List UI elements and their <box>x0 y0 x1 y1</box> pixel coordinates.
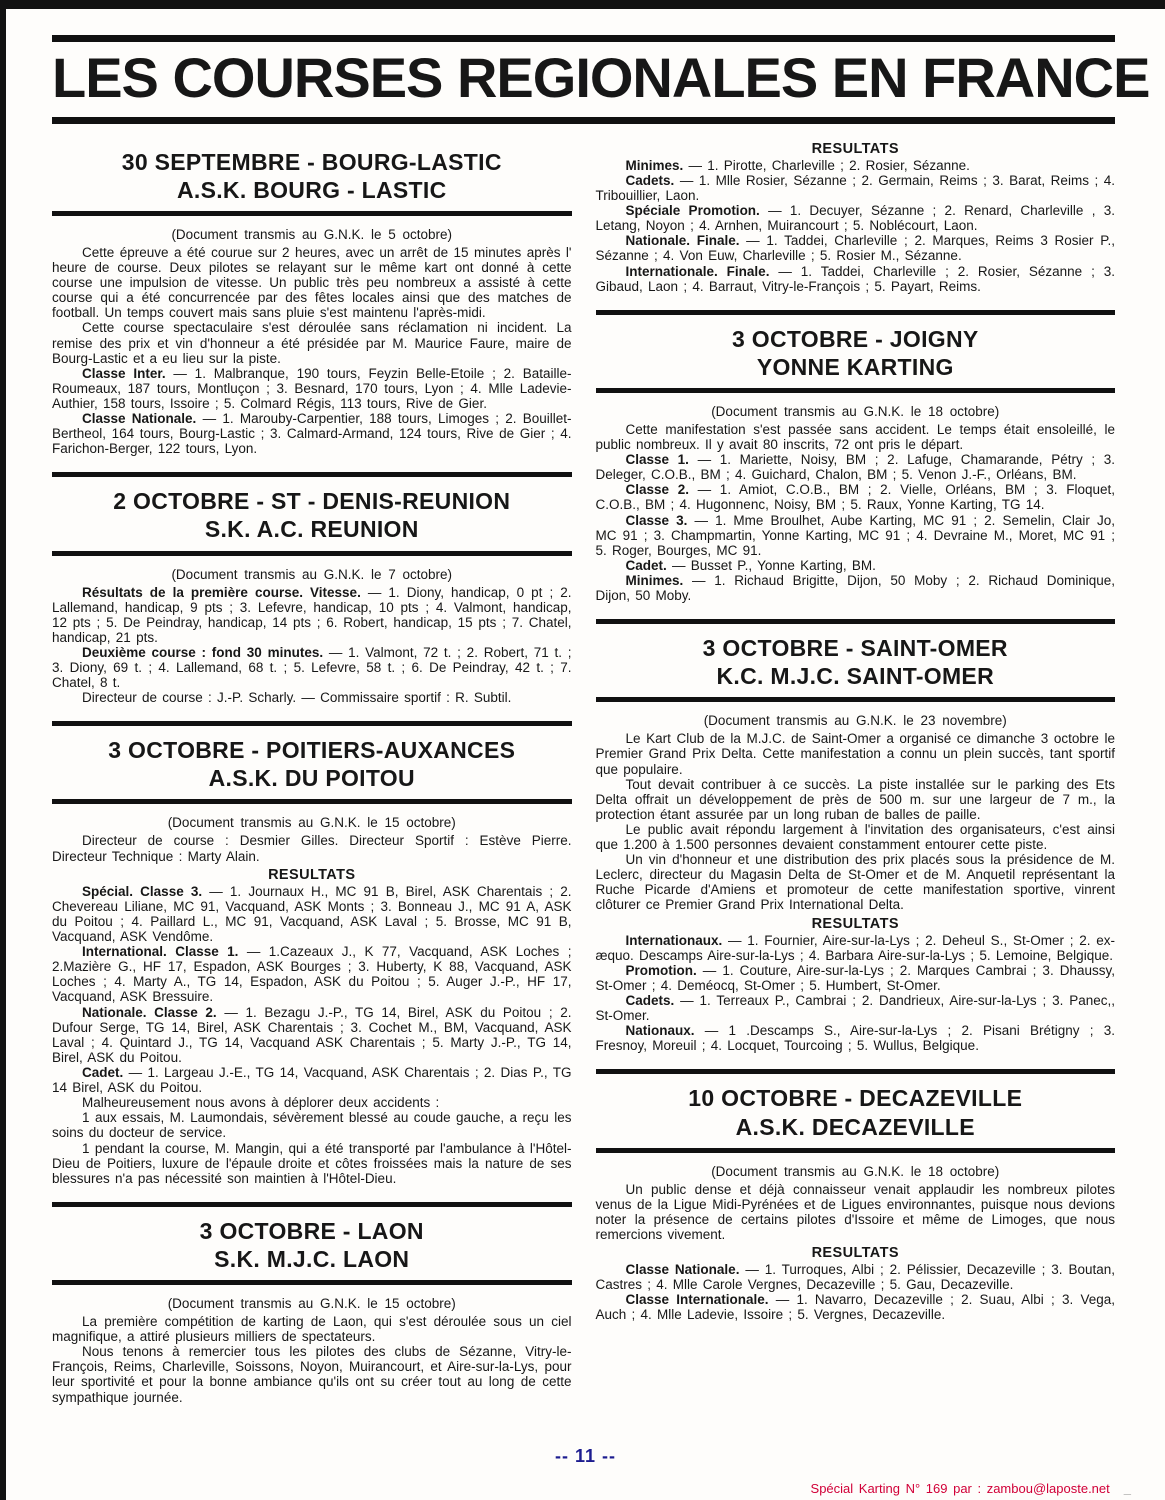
result-entries-text: — 1. Navarro, Decazeville ; 2. Suau, Albi ; 3. Vega, Auch ; 4. Mlle Ladevie, Issoire ; 5. Vergnes, Decazeville. <box>595 1292 1115 1323</box>
result-class-label: Internationaux. <box>625 932 723 948</box>
results-paragraph <box>52 411 572 456</box>
page-banner <box>52 35 1150 124</box>
results-paragraph <box>52 366 572 411</box>
result-entries-text: — Busset P., Yonne Karting, BM. <box>672 557 876 573</box>
result-class-label: Résultats de la première course. Vitesse. <box>82 584 361 600</box>
body-paragraph: 1 pendant la course, M. Mangin, qui a été transporté par l'ambulance à l'Hôtel-Dieu de Poitiers, luxure de l'épaule droite et côtes froissées mais la nature de ses blessures n'a pas nécessité son maintien à l'Hôtel-Dieu. <box>52 1140 572 1186</box>
column-right <box>596 138 1116 1323</box>
race-report-section <box>596 310 1116 603</box>
section-title-underline-rule <box>596 1148 1116 1153</box>
banner-rule-top <box>52 35 1115 42</box>
result-class-label: Minimes. <box>625 157 684 173</box>
race-report-section <box>52 148 572 457</box>
result-class-label: Cadets. <box>625 172 675 188</box>
results-paragraph <box>596 233 1116 263</box>
document-transmission-note: (Document transmis au G.N.K. le 7 octobre) <box>171 566 453 582</box>
result-entries-text: — 1. Mme Broulhet, Aube Karting, MC 91 ; 2. Semelin, Clair Jo, MC 91 ; 3. Champmartin, Yonne Karting, MC 91 ; 4. Devraine M., Moret, MC 91 ; 5. Roger, Bourges, MC 91. <box>595 512 1115 558</box>
results-paragraph <box>596 513 1116 558</box>
section-title-line1: 3 OCTOBRE - LAON <box>199 1217 424 1244</box>
footer-credit-text: Spécial Karting N° 169 par : zambou@laposte.net <box>810 1481 1110 1496</box>
results-heading: RESULTATS <box>268 866 356 883</box>
results-paragraph <box>596 203 1116 233</box>
body-paragraph: Nous tenons à remercier tous les pilotes des clubs de Sézanne, Vitry-le-François, Reims, Charleville, Soissons, Noyon, Muirancourt, et Aire-sur-la-Lys, pour leur sportivité et pour la bonne ambiance qu'ils ont su créer tout au long de cette sympathique journée. <box>52 1344 572 1405</box>
results-paragraph <box>596 1023 1116 1053</box>
result-class-label: Internationale. Finale. <box>625 263 770 279</box>
results-paragraph <box>596 573 1116 603</box>
body-paragraph: Le public avait répondu largement à l'invitation des organisateurs, c'est ainsi que 1.200 à 1.500 personnes devaient constamment entourer cette piste. <box>595 821 1115 853</box>
body-paragraph: Cette manifestation s'est passée sans accident. Le temps était ensoleillé, le public nombreux. Il y avait 80 inscrits, 72 ont pris le départ. <box>595 421 1115 452</box>
result-entries-text: — 1.Cazeaux J., K 77, Vacquand, ASK Loches ; 2.Mazière G., HF 17, Espadon, ASK Bourges ; 3. Huberty, K 88, Vacquand, ASK Loches ; 4. Marty A., TG 14, Espadon, ASK du Poitou ; 5. Auger J.-P., HF 17, Vacquand, ASK Bressuire. <box>52 944 572 1005</box>
result-entries-text: — 1. Turroques, Albi ; 2. Pélissier, Decazeville ; 3. Boutan, Castres ; 4. Mlle Carole Vergnes, Decazeville ; 5. Gau, Decazeville. <box>595 1262 1115 1293</box>
result-class-label: Promotion. <box>625 962 697 978</box>
result-entries-text: — 1. Largeau J.-E., TG 14, Vacquand, ASK Charentais ; 2. Dias P., TG 14 Birel, ASK du Poitou. <box>52 1065 572 1096</box>
race-report-section <box>596 141 1116 294</box>
results-heading: RESULTATS <box>811 140 899 157</box>
section-title-line2: S.K. A.C. REUNION <box>204 516 419 543</box>
result-class-label: Classe 2. <box>625 482 689 498</box>
document-transmission-note: (Document transmis au G.N.K. le 15 octobre) <box>167 1295 456 1311</box>
body-paragraph: Un vin d'honneur et une distribution des prix placés sous la présidence de M. Leclerc, directeur du Magasin Delta de St-Omer et de M. Anquetil représentant la Ruche Picarde d'Amiens et promoteur de cette manifestation sportive, vinrent clôturer ce Premier Grand Prix International Delta. <box>595 852 1115 913</box>
result-entries-text: — 1. Taddei, Charleville ; 2. Rosier, Sézanne ; 3. Gibaud, Laon ; 4. Barraut, Vitry-le-François ; 5. Payart, Reims. <box>595 263 1115 294</box>
result-class-label: Spéciale Promotion. <box>625 203 760 219</box>
results-paragraph <box>596 452 1116 482</box>
race-report-section <box>52 1202 572 1405</box>
document-transmission-note: (Document transmis au G.N.K. le 18 octobre) <box>711 1163 1000 1179</box>
result-entries-text: — 1. Bezagu J.-P., TG 14, Birel, ASK du Poitou ; 2. Dufour Serge, TG 14, Birel, ASK Charentais ; 3. Cochet M., BM, Vacquand, ASK Laval ; 4. Quintard J., TG 14, Vacquand ASK Charentais ; 5. Marty J.-P., TG 14, Birel, ASK du Poitou. <box>52 1004 572 1065</box>
result-class-label: Nationaux. <box>625 1023 695 1039</box>
result-class-label: International. Classe 1. <box>82 944 239 960</box>
result-entries-text: — 1. Pirotte, Charleville ; 2. Rosier, Sézanne. <box>688 157 970 173</box>
result-entries-text: — 1. Malbranque, 190 tours, Feyzin Belle-Etoile ; 2. Bataille-Roumeaux, 187 tours, Montluçon ; 3. Besnard, 170 tours, Lyon ; 4. Mlle Ladevie-Authier, 158 tours, Issoire ; 5. Colmard Régis, 113 tours, Rive de Gier. <box>52 365 572 411</box>
result-class-label: Classe Inter. <box>82 365 166 381</box>
race-report-section <box>52 721 572 1186</box>
race-report-section <box>596 1069 1116 1322</box>
body-paragraph: La première compétition de karting de Laon, qui s'est déroulée sous un ciel magnifique, a attiré plusieurs milliers de spectateurs. <box>52 1313 572 1345</box>
result-entries-text: — 1. Terreaux P., Cambrai ; 2. Dandrieux, Aire-sur-la-Lys ; 3. Panec,, St-Omer. <box>595 993 1115 1024</box>
results-paragraph <box>596 963 1116 993</box>
result-class-label: Nationale. Finale. <box>625 233 740 249</box>
section-title-underline-rule <box>596 697 1116 702</box>
section-title-line1: 10 OCTOBRE - DECAZEVILLE <box>688 1085 1023 1112</box>
section-title-line1: 2 OCTOBRE - ST - DENIS-REUNION <box>113 488 511 515</box>
section-divider-rule <box>52 1202 572 1207</box>
section-title-line1: 3 OCTOBRE - JOIGNY <box>731 325 979 352</box>
result-entries-text: — 1. Mariette, Noisy, BM ; 2. Lafuge, Chamarande, Pétry ; 3. Deleger, C.O.B., BM ; 4. Guichard, Chalon, BM ; 5. Venon J.-F., Orléans, BM. <box>595 452 1115 483</box>
result-entries-text: — 1. Couture, Aire-sur-la-Lys ; 2. Marques Cambrai ; 3. Dhaussy, St-Omer ; 4. Deméocq, St-Omer ; 5. Humbert, St-Omer. <box>595 962 1115 993</box>
result-class-label: Nationale. Classe 2. <box>82 1004 217 1020</box>
result-class-label: Classe Nationale. <box>625 1262 740 1277</box>
result-class-label: Minimes. <box>625 572 684 588</box>
document-transmission-note: (Document transmis au G.N.K. le 5 octobre) <box>171 226 453 242</box>
results-paragraph <box>52 645 572 690</box>
results-paragraph <box>596 264 1116 294</box>
result-entries-text: — 1. Amiot, C.O.B., BM ; 2. Vielle, Orléans, BM ; 3. Floquet, C.O.B., BM ; 4. Hugonnenc, Noisy, BM ; 5. Raux, Yonne Karting, TG 14. <box>595 482 1115 513</box>
results-paragraph <box>596 173 1116 203</box>
section-title-line1: 30 SEPTEMBRE - BOURG-LASTIC <box>121 148 502 175</box>
results-paragraph <box>596 1292 1116 1322</box>
section-title-underline-rule <box>52 1280 572 1285</box>
body-paragraph: Tout devait contribuer à ce succès. La piste installée sur le parking des Ets Delta offrait un développement de près de 500 m. sur une largeur de 7 m., la protection étant assurée par un long ruban de balles de paille. <box>595 776 1115 822</box>
body-paragraph: Cette course spectaculaire s'est déroulée sans réclamation ni incident. La remise des prix et vin d'honneur a été présidée par M. Maurice Faure, maire de Bourg-Lastic et a eu lieu sur la piste. <box>52 320 572 366</box>
section-title-line1: 3 OCTOBRE - POITIERS-AUXANCES <box>108 737 516 764</box>
section-title-underline-rule <box>52 551 572 556</box>
section-divider-rule <box>52 721 572 726</box>
article-columns <box>52 138 1115 1405</box>
results-paragraph <box>596 558 1116 573</box>
section-divider-rule <box>596 310 1116 315</box>
result-entries-text: — 1. Fournier, Aire-sur-la-Lys ; 2. Deheul S., St-Omer ; 2. ex-æquo. Descamps Aire-sur-la-Lys ; 4. Barbara Aire-sur-la-Lys ; 5. Lemoine, Belgique. <box>595 932 1115 963</box>
body-paragraph: Cette épreuve a été courue sur 2 heures, avec un arrêt de 15 minutes après l' heure de course. Deux pilotes se relayant sur le même kart ont donné à cette course une impulsion de vitesse. Un public très peu nombreux a assisté à cette course qui a été concurrencée par des fêtes locales ainsi que des matches de football. Un temps couvert mais sans pluie s'est maintenu l'après-midi. <box>52 244 572 321</box>
result-class-label: Classe Nationale. <box>82 411 197 427</box>
result-entries-text: — 1. Richaud Brigitte, Dijon, 50 Moby ; 2. Richaud Dominique, Dijon, 50 Moby. <box>595 572 1115 604</box>
results-paragraph <box>596 158 1116 173</box>
result-entries-text: — 1. Diony, handicap, 0 pt ; 2. Lallemand, handicap, 9 pts ; 3. Lefevre, handicap, 10 pts ; 4. Valmont, handicap, 12 pts ; 5. De Peindray, handicap, 14 pts ; 6. Robert, handicap, 15 pts ; 7. Chatel, handicap, 21 pts. <box>52 584 572 645</box>
document-transmission-note: (Document transmis au G.N.K. le 18 octobre) <box>711 403 1000 419</box>
results-paragraph <box>596 482 1116 512</box>
results-paragraph <box>52 1005 572 1065</box>
result-class-label: Cadet. <box>625 557 667 573</box>
race-report-section <box>52 472 572 705</box>
result-class-label: Classe Internationale. <box>625 1292 769 1308</box>
result-class-label: Spécial. Classe 3. <box>82 883 203 899</box>
footer-trailing-underscore: _ <box>1123 1481 1131 1496</box>
results-paragraph <box>52 1065 572 1095</box>
body-paragraph: 1 aux essais, M. Laumondais, sévèrement blessé au coude gauche, a reçu les soins du docteur de service. <box>52 1110 572 1141</box>
result-entries-text: — 1. Journaux H., MC 91 B, Birel, ASK Charentais ; 2. Chevereau Liliane, MC 91, Vacquand, ASK Monts ; 3. Bonneau J., MC 91 A, ASK du Poitou ; 4. Paillard L., MC 91, Vacquand, ASK Laval ; 5. Brosse, MC 91 B, Vacquand, ASK Vendôme. <box>52 883 572 945</box>
section-title-line2: A.S.K. DECAZEVILLE <box>735 1113 975 1140</box>
section-title-line2: YONNE KARTING <box>756 353 954 380</box>
section-title-underline-rule <box>52 799 572 804</box>
page-number: -- 11 -- <box>554 1446 616 1466</box>
results-paragraph <box>52 944 572 1004</box>
result-entries-text: — 1. Taddei, Charleville ; 2. Marques, Reims 3 Rosier P., Sézanne ; 4. Von Euw, Charleville ; 5. Rosier M., Sézanne. <box>595 233 1115 264</box>
results-paragraph <box>52 585 572 645</box>
section-divider-rule <box>52 472 572 477</box>
result-class-label: Cadets. <box>625 993 675 1009</box>
footer-credit <box>811 1481 1131 1496</box>
results-paragraph <box>52 884 572 944</box>
page-title: LES COURSES REGIONALES EN FRANCE <box>52 46 1150 109</box>
result-entries-text: — 1. Valmont, 72 t. ; 2. Robert, 71 t. ; 3. Diony, 69 t. ; 4. Lallemand, 68 t. ; 5. Lefevre, 58 t. ; 6. De Peindray, 42 t. ; 7. Chatel, 8 t. <box>52 644 572 691</box>
document-transmission-note: (Document transmis au G.N.K. le 15 octobre) <box>167 815 456 831</box>
section-title-line1: 3 OCTOBRE - SAINT-OMER <box>702 635 1008 662</box>
results-heading: RESULTATS <box>811 1245 899 1261</box>
banner-rule-bottom <box>52 117 1115 124</box>
section-title-line2: A.S.K. BOURG - LASTIC <box>176 176 447 203</box>
body-paragraph: Malheureusement nous avons à déplorer deux accidents : <box>82 1095 440 1111</box>
results-paragraph <box>596 933 1116 963</box>
race-report-section <box>596 619 1116 1053</box>
section-title-line2: S.K. M.J.C. LAON <box>214 1245 410 1272</box>
column-left <box>52 138 572 1405</box>
result-class-label: Cadet. <box>82 1065 124 1081</box>
results-paragraph <box>596 993 1116 1023</box>
section-title-underline-rule <box>596 388 1116 393</box>
body-paragraph: Le Kart Club de la M.J.C. de Saint-Omer a organisé ce dimanche 3 octobre le Premier Grand Prix Delta. Cette manifestation a connu un plein succès, tant sportif que populaire. <box>595 731 1115 777</box>
body-paragraph: Directeur de course : Desmier Gilles. Directeur Sportif : Estève Pierre. Directeur Technique : Marty Alain. <box>52 833 572 864</box>
results-heading: RESULTATS <box>811 915 899 932</box>
result-class-label: Classe 1. <box>625 452 689 468</box>
result-entries-text: — 1. Mlle Rosier, Sézanne ; 2. Germain, Reims ; 3. Barat, Reims ; 4. Tribouillier, Laon. <box>595 172 1115 204</box>
result-entries-text: — 1 .Descamps S., Aire-sur-la-Lys ; 2. Pisani Brétigny ; 3. Fresnoy, Moreuil ; 4. Locquet, Tourcoing ; 5. Wullus, Belgique. <box>595 1023 1115 1054</box>
body-paragraph: Un public dense et déjà connaisseur venait applaudir les nombreux pilotes venus de la Ligue Midi-Pyrénées et de Ligues environnantes, puisque nous devions noter la présence de certains pilotes d'Issoire et même de Limoges, que nous remercions vivement. <box>595 1181 1115 1242</box>
result-entries-text: — 1. Marouby-Carpentier, 188 tours, Limoges ; 2. Bouillet-Bertheol, 164 tours, Bourg-Lastic ; 3. Calmard-Armand, 124 tours, Rive de Gier ; 4. Farichon-Berger, 122 tours, Lyon. <box>52 411 572 457</box>
result-class-label: Deuxième course : fond 30 minutes. <box>82 644 324 660</box>
section-title-line2: K.C. M.J.C. SAINT-OMER <box>716 663 994 690</box>
document-transmission-note: (Document transmis au G.N.K. le 23 novembre) <box>703 713 1007 729</box>
result-class-label: Classe 3. <box>625 512 688 528</box>
section-divider-rule <box>596 1069 1116 1074</box>
section-title-line2: A.S.K. DU POITOU <box>208 765 415 792</box>
section-title-underline-rule <box>52 211 572 216</box>
section-divider-rule <box>596 619 1116 624</box>
results-paragraph <box>596 1262 1116 1292</box>
body-paragraph: Directeur de course : J.-P. Scharly. — Commissaire sportif : R. Subtil. <box>82 690 512 706</box>
result-entries-text: — 1. Decuyer, Sézanne ; 2. Renard, Charleville , 3. Letang, Noyon ; 4. Arnhen, Muirancourt ; 5. Noblécourt, Laon. <box>595 203 1115 234</box>
